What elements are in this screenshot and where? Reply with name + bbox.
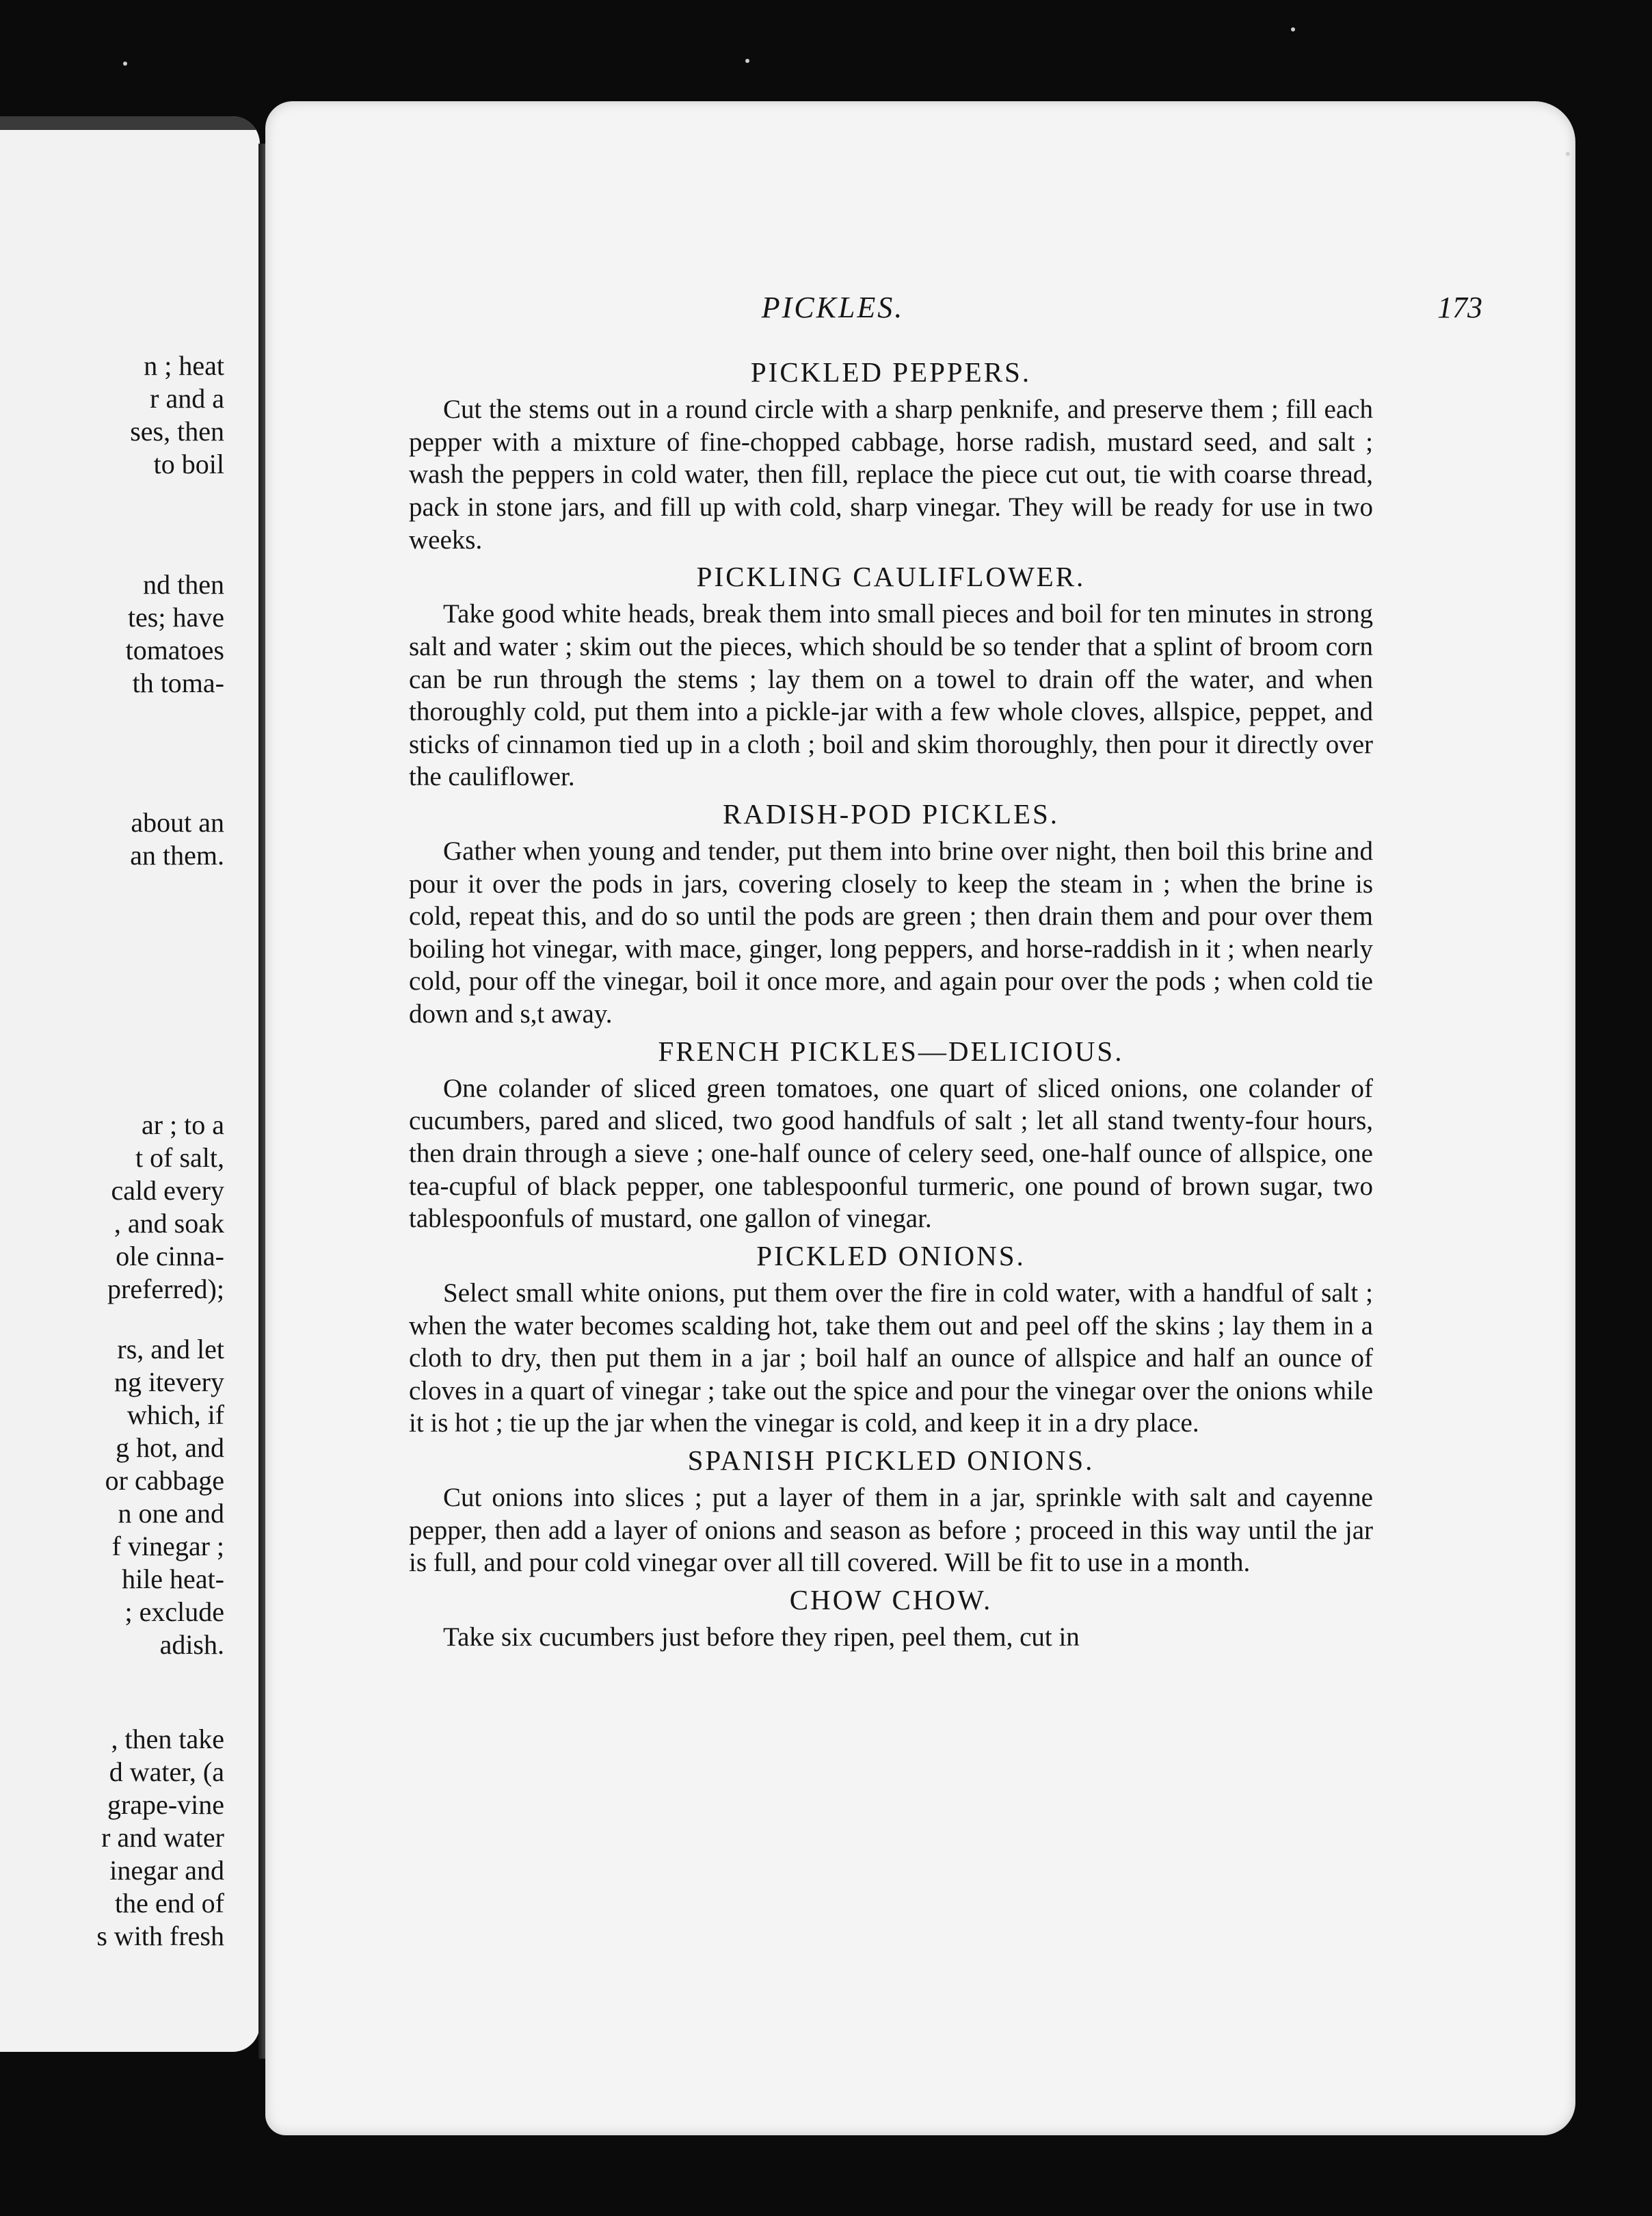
facing-page-line: about an — [131, 807, 224, 838]
facing-page-line: the end of — [115, 1888, 224, 1918]
recipe-text: Cut onions into slices ; put a layer of them in a jar, sprinkle with salt and cayenne pepper, then add a layer of onions and season as before ; proceed in this way until the jar is full, and pour cold vinegar over all till covered. Will be fit to use in a month. — [409, 1483, 1373, 1578]
page-header — [409, 290, 1517, 331]
facing-page-line: preferred); — [107, 1274, 224, 1304]
facing-page-line: s with fresh — [96, 1921, 224, 1951]
recipe-heading: CHOW CHOW. — [789, 1583, 993, 1615]
dust-speck — [1291, 27, 1295, 31]
facing-page-line: ar ; to a — [141, 1109, 224, 1140]
recipe-heading: PICKLING CAULIFLOWER. — [696, 561, 1086, 593]
page-body — [409, 356, 1373, 1654]
facing-page-line: inegar and — [109, 1855, 224, 1886]
facing-page-line: ole cinna- — [116, 1241, 224, 1271]
recipe-text: Gather when young and tender, put them into brine over night, then boil this brine and pour it over the pods in jars, covering closely to keep the steam in ; when the brine is cold, repeat this, and do so until the pods are green ; then drain them and pour over them boiling hot vinegar, with mace, ginger, long peppers, and horse-raddish in it ; when nearly cold, pour off the vinegar, boil it once more, and again pour over the pods ; when cold tie down and s,t away. — [409, 836, 1373, 1029]
page-number: 173 — [1437, 291, 1482, 324]
facing-page-line: ; exclude — [124, 1596, 224, 1627]
facing-page-line: t of salt, — [135, 1142, 224, 1173]
recipe-heading: RADISH-POD PICKLES. — [722, 797, 1060, 830]
recipe-text: Take six cucumbers just before they ripen, peel them, cut in — [443, 1622, 1080, 1652]
running-head: PICKLES. — [761, 291, 905, 324]
book-cover-edge — [0, 116, 260, 130]
recipe-heading: FRENCH PICKLES—DELICIOUS. — [658, 1035, 1124, 1067]
facing-page-line: adish. — [159, 1629, 224, 1660]
facing-page-line: ng itevery — [114, 1367, 224, 1397]
recipe-section — [409, 1444, 1373, 1579]
recipe-heading: PICKLED ONIONS. — [756, 1239, 1026, 1271]
facing-page-line: or cabbage — [105, 1465, 224, 1496]
recipe-heading: PICKLED PEPPERS. — [750, 356, 1032, 388]
book-page — [265, 101, 1575, 2135]
recipe-text: Select small white onions, put them over the fire in cold water, with a handful of salt ; when the water becomes scalding hot, take them out and peel off the skins ; lay them in a cloth to dry, then put them in a jar ; boil half an ounce of allspice and half an ounce of cloves in a quart of vinegar ; take out the spice and pour the vinegar over the onions while it is hot ; tie up the jar when the vinegar is cold, and keep it in a dry place. — [409, 1278, 1373, 1438]
facing-page-line: , and soak — [114, 1208, 224, 1239]
recipe-section — [409, 1583, 1373, 1654]
facing-page-line: r and water — [101, 1822, 224, 1853]
facing-page-line: r and a — [150, 383, 224, 414]
facing-page-line: to boil — [153, 449, 224, 479]
dust-speck — [745, 59, 749, 63]
facing-page-line: f vinegar ; — [111, 1531, 224, 1561]
facing-page-line: , then take — [111, 1724, 224, 1754]
facing-page — [0, 116, 260, 2052]
recipe-section — [409, 560, 1373, 793]
facing-page-line: n ; heat — [144, 350, 224, 381]
recipe-section — [409, 1035, 1373, 1235]
facing-page-line: tomatoes — [125, 635, 224, 665]
facing-page-line: tes; have — [127, 602, 224, 633]
facing-page-line: th toma- — [132, 668, 224, 698]
recipe-text: One colander of sliced green tomatoes, one quart of sliced onions, one colander of cucumbers, pared and sliced, two good handfuls of salt ; let all stand twenty-four hours, then drain through a sieve ; one-half ounce of celery seed, one-half ounce of allspice, one tea-cupful of black pepper, one tablespoonful turmeric, one pound of brown sugar, two tablespoonfuls of mustard, one gallon of vinegar. — [409, 1073, 1373, 1234]
dust-speck — [1566, 152, 1570, 156]
facing-page-line: which, if — [126, 1399, 224, 1430]
recipe-section — [409, 356, 1373, 556]
recipe-text: Cut the stems out in a round circle with a sharp penknife, and preserve them ; fill each pepper with a mixture of fine-chopped cabbage, horse radish, mustard seed, and salt ; wash the peppers in cold water, then fill, replace the piece cut out, tie with coarse thread, pack in stone jars, and fill up with cold, sharp vinegar. They will be ready for use in two weeks. — [409, 395, 1373, 555]
facing-page-line: g hot, and — [116, 1432, 224, 1463]
facing-page-line: rs, and let — [117, 1334, 224, 1364]
facing-page-line: nd then — [143, 569, 224, 600]
dust-speck — [123, 62, 127, 66]
facing-page-line: grape-vine — [107, 1789, 224, 1820]
recipe-text: Take good white heads, break them into small pieces and boil for ten minutes in strong salt and water ; skim out the pieces, which should be so tender that a splint of broom corn can be run through the stems ; lay them on a towel to drain off the water, and when thoroughly cold, put them into a pickle-jar with a few whole cloves, allspice, peppet, and sticks of cinnamon tied up in a cloth ; boil and skim thoroughly, then pour it directly over the cauliflower. — [409, 599, 1373, 792]
facing-page-line: n one and — [118, 1498, 224, 1529]
facing-page-line: d water, (a — [109, 1756, 224, 1787]
facing-page-line: ses, then — [130, 416, 224, 447]
facing-page-line: cald every — [111, 1175, 224, 1206]
facing-page-line: an them. — [130, 840, 224, 871]
facing-page-line: hile heat- — [122, 1564, 224, 1594]
recipe-section — [409, 1239, 1373, 1440]
recipe-section — [409, 797, 1373, 1031]
recipe-heading: SPANISH PICKLED ONIONS. — [687, 1444, 1095, 1476]
